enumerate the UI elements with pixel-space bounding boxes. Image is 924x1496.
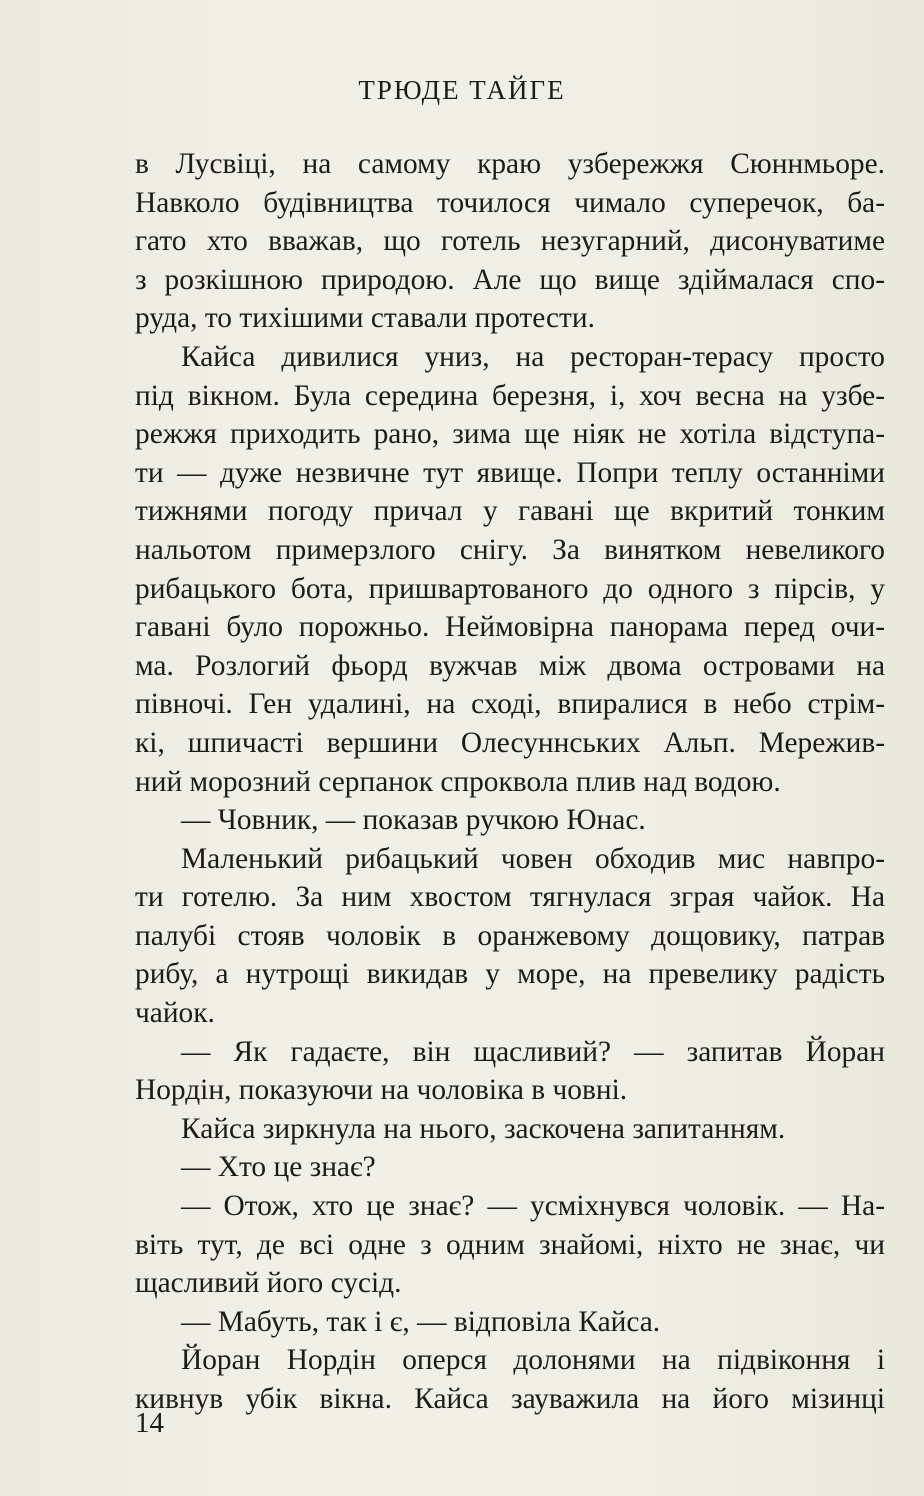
- text-line: щасливий його сусід.: [135, 1267, 402, 1300]
- text-line: — Човник, — показав ручкою Юнас.: [181, 804, 646, 837]
- text-line: ти — дуже незвичне тут явище. Попри теплу останніми: [135, 456, 885, 489]
- body-text: [135, 145, 885, 1419]
- text-line: режжя приходить рано, зима ще ніяк не хотіла відступа-: [135, 418, 885, 451]
- page-number: 14: [135, 1407, 164, 1439]
- text-line: — Як гадаєте, він щасливий? — запитав Йоран: [181, 1035, 885, 1068]
- text-line: з розкішною природою. Але що вище здіймалася спо-: [135, 263, 885, 296]
- text-line: ний морозний серпанок спроквола плив над водою.: [135, 765, 781, 798]
- text-line: кивнув убік вікна. Кайса зауважила на його мізинці: [135, 1383, 885, 1415]
- text-line: Кайса зиркнула на нього, заскочена запитанням.: [181, 1112, 786, 1145]
- text-line: гавані було порожньо. Неймовірна панорама перед очи-: [135, 611, 885, 644]
- text-line: Нордін, показуючи на чоловіка в човні.: [135, 1074, 628, 1107]
- text-line: — Хто це знає?: [181, 1151, 376, 1184]
- text-line: півночі. Ген удалині, на сході, впиралися в небо стрім-: [135, 688, 885, 721]
- text-line: гато хто вважав, що готель незугарний, дисонуватиме: [135, 225, 885, 258]
- text-line: палубі стояв чоловік в оранжевому дощовику, патрав: [135, 919, 885, 952]
- text-line: Кайса дивилися униз, на ресторан-терасу просто: [181, 340, 885, 373]
- text-line: кі, шпичасті вершини Олесуннських Альп. Мережив-: [135, 726, 885, 759]
- text-line: віть тут, де всі одне з одним знайомі, ніхто не знає, чи: [135, 1228, 885, 1261]
- text-line: руда, то тихішими ставали протести.: [135, 302, 595, 335]
- text-line: Навколо будівництва точилося чимало суперечок, ба-: [135, 186, 885, 219]
- text-line: ти готелю. За ним хвостом тягнулася зграя чайок. На: [135, 881, 885, 914]
- text-line: — Мабуть, так і є, — відповіла Кайса.: [181, 1305, 661, 1338]
- text-line: ма. Розлогий фьорд вужчав між двома островами на: [135, 649, 885, 682]
- text-line: рибацького бота, пришвартованого до одного з пірсів, у: [135, 572, 885, 605]
- text-line: — Отож, хто це знає? — усміхнувся чоловік. — На-: [181, 1190, 885, 1223]
- text-line: Маленький рибацький човен обходив мис навпро-: [181, 842, 885, 875]
- text-line: тижнями погоду причал у гавані ще вкритий тонким: [135, 495, 885, 528]
- text-line: під вікном. Була середина березня, і, хоч весна на узбе-: [135, 379, 885, 412]
- text-line: нальотом примерзлого снігу. За винятком невеликого: [135, 533, 885, 566]
- text-line: в Лусвіці, на самому краю узбережжя Сюннмьоре.: [135, 148, 885, 180]
- text-line: рибу, а нутрощі викидав у море, на превелику радість: [135, 958, 885, 991]
- text-line: чайок.: [135, 997, 215, 1030]
- text-line: Йоран Нордін оперся долонями на підвіконня і: [181, 1344, 885, 1377]
- running-head: ТРЮДЕ ТАЙГЕ: [358, 75, 566, 105]
